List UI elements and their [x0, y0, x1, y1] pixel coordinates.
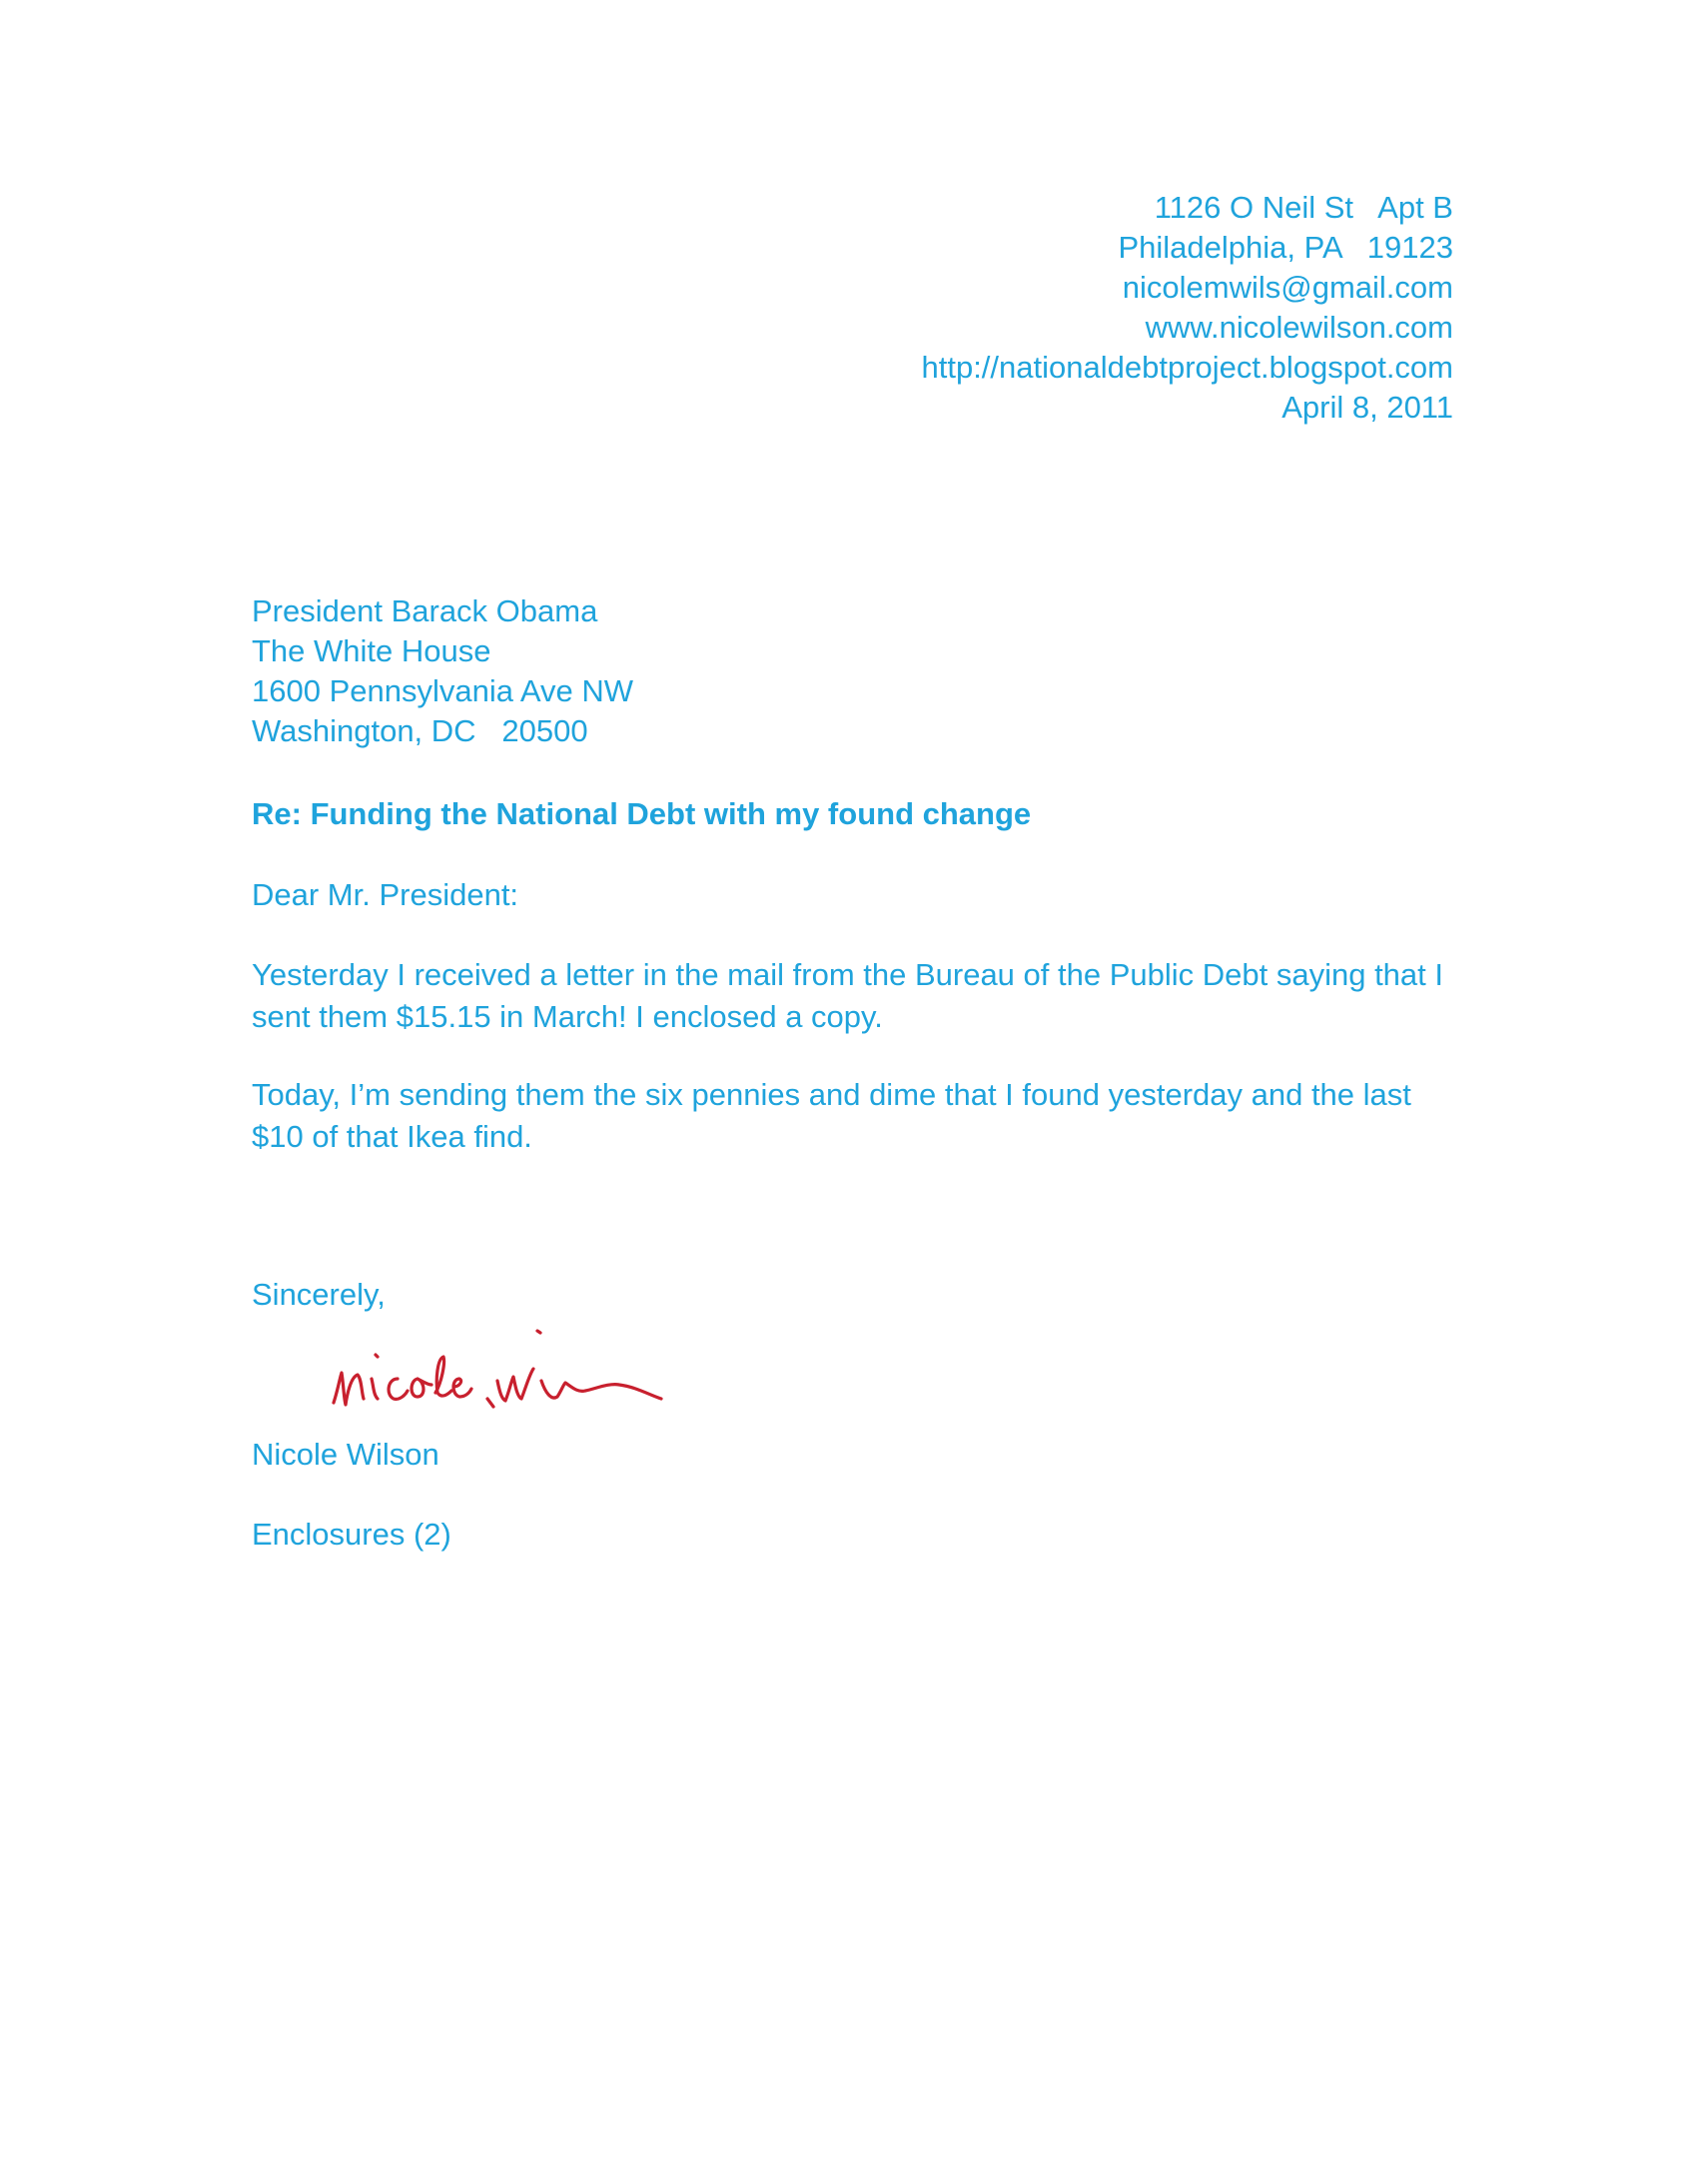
recipient-address-block [252, 591, 633, 751]
signer-name: Nicole Wilson [252, 1437, 439, 1472]
enclosures-note: Enclosures (2) [252, 1517, 451, 1552]
body-paragraph-1: Yesterday I received a letter in the mail from the Bureau of the Public Debt saying that I sent them $15.15 in March! I enclosed a copy. [252, 957, 1444, 1034]
recipient-street: 1600 Pennsylvania Ave NW [252, 673, 633, 708]
sender-address-block [754, 188, 1453, 428]
recipient-name: President Barack Obama [252, 593, 598, 628]
body-paragraph-2: Today, I’m sending them the six pennies and dime that I found yesterday and the last $10 of that Ikea find. [252, 1077, 1411, 1154]
sender-street: 1126 O Neil St Apt B [1154, 190, 1453, 225]
recipient-organization: The White House [252, 633, 491, 668]
sender-website: www.nicolewilson.com [1145, 310, 1453, 345]
sender-email: nicolemwils@gmail.com [1122, 270, 1453, 305]
sender-city: Philadelphia, PA 19123 [1118, 230, 1453, 265]
subject-line: Re: Funding the National Debt with my found change [252, 796, 1032, 831]
recipient-city: Washington, DC 20500 [252, 713, 588, 748]
letter-date: April 8, 2011 [1281, 390, 1453, 425]
handwritten-signature [320, 1299, 739, 1439]
closing: Sincerely, [252, 1277, 386, 1312]
salutation: Dear Mr. President: [252, 877, 519, 912]
sender-blog: http://nationaldebtproject.blogspot.com [921, 350, 1453, 385]
